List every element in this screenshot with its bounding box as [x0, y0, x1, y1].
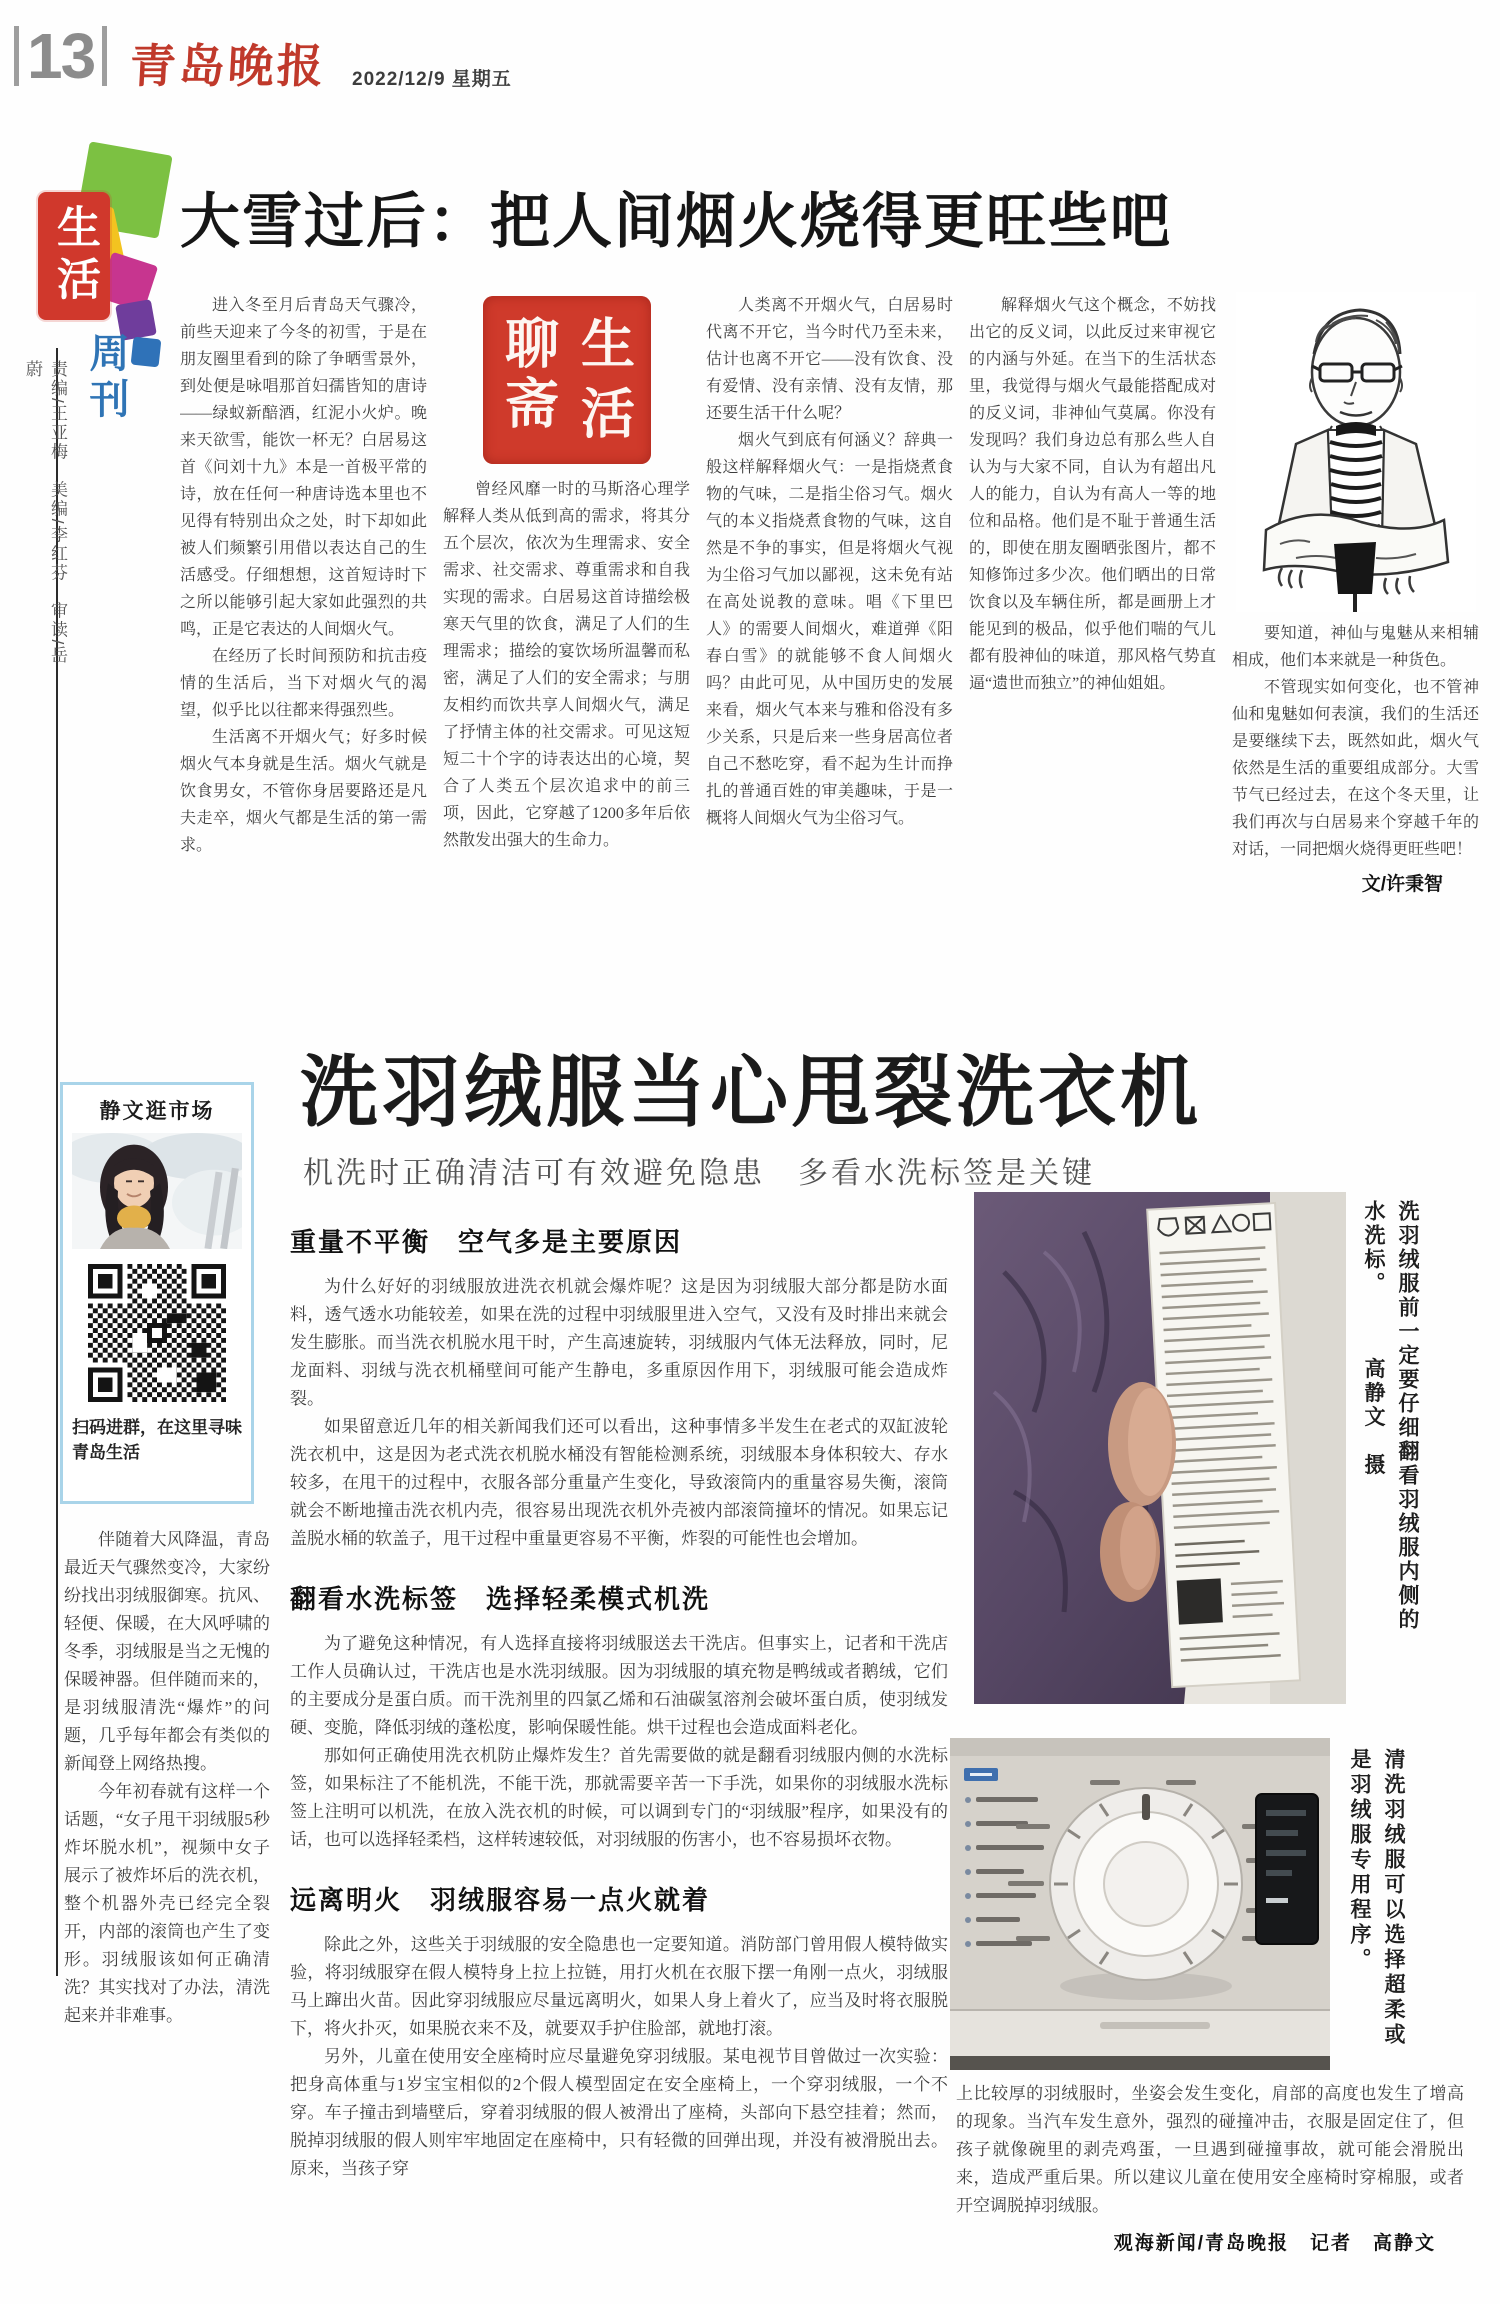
article2-subtitle: 机洗时正确清洁可有效避免隐患 多看水洗标签是关键: [303, 1157, 1095, 1190]
header-bar-right: [102, 26, 107, 86]
sidebar-box-title: 静文逛市场: [99, 1100, 215, 1123]
author-sketch-portrait: [1236, 292, 1476, 612]
section2-heading: 翻看水洗标签 选择轻柔模式机洗: [290, 1584, 711, 1614]
section3-heading: 远离明火 羽绒服容易一点火就着: [290, 1885, 711, 1915]
qr-caption: 扫码进群，在这里寻味青岛生活: [72, 1418, 242, 1462]
article2-title: 洗羽绒服当心甩裂洗衣机: [300, 1048, 1203, 1136]
article1-title: 大雪过后：把人间烟火烧得更旺些吧: [180, 188, 1172, 255]
article1-column-3: 人类离不开烟火气，白居易时代离不开它，当今时代乃至未来，估计也离不开它——没有饮食、没有爱情、没有亲情、没有友情，那还要生活干什么呢？ 烟火气到底有何涵义？辞典一般这样解释烟火气：一是指烧煮食物的气味，二是指尘俗习气。烟火气的本义指烧煮食物的气味，这自然是不争的事实，但是将烟火气视为尘俗习气加以鄙视，这未免有站在高处说教的意味。唱《下里巴人》的需要人间烟火，难道弹《阳春白雪》的就能够不食人间烟火吗？由此可见，从中国历史的发展来看，烟火气本来与雅和俗没有多少关系，只是后来一些身居高位者自己不愁吃穿，看不起为生计而挣扎的普通百姓的审美趣味，于是一概将人间烟火气为尘俗习气。: [706, 297, 953, 827]
header-bar-left: [14, 26, 19, 86]
editors-credits: 责编/王亚梅 美编/李红芬 审读/岳蔚: [23, 360, 67, 666]
care-label-caption: 洗羽绒服前一定要仔细翻看羽绒服内侧的水洗标。 高静文 摄: [1362, 1200, 1419, 1632]
article1-column-2: [443, 292, 690, 980]
calligraphy-seal: [483, 296, 651, 464]
article1-column-5: [1232, 292, 1479, 980]
article2-intro-column: 伴随着大风降温，青岛最近天气骤然变冷，大家纷纷找出羽绒服御寒。抗风、轻便、保暖，在大风呼啸的冬季，羽绒服是当之无愧的保暖神器。但伴随而来的，是羽绒服清洗“爆炸”的问题，几乎每年都会有类似的新闻登上网络热搜。 今年初春就有这样一个话题，“女子甩干羽绒服5秒炸坏脱水机”，视频中女子展示了被炸坏后的洗衣机，整个机器外壳已经完全裂开，内部的滚筒也产生了变形。羽绒服该如何正确清洗？其实找对了办法，清洗起来并非难事。: [64, 1530, 270, 2025]
section1-body: 为什么好好的羽绒服放进洗衣机就会爆炸呢？这是因为羽绒服大部分都是防水面料，透气透水功能较差，如果在洗的过程中羽绒服里进入空气，又没有及时排出来就会发生膨胀。而当洗衣机脱水甩干时，产生高速旋转，羽绒服内气体无法释放，同时，尼龙面料、羽绒与洗衣机桶壁间可能产生静电，多重原因作用下，羽绒服可能会造成炸裂。 如果留意近几年的相关新闻我们还可以看出，这种事情多半发生在老式的双缸波轮洗衣机中，这是因为老式洗衣机脱水桶没有智能检测系统，羽绒服本身体积较大、存水较多，在甩干的过程中，衣服各部分重量产生变化，导致滚筒内的重量容易失衡，滚筒就会不断地撞击洗衣机内壳，很容易出现洗衣机外壳被内部滚筒撞坏的情况。如果忘记盖脱水桶的软盖子，甩干过程中重量更容易不平衡，炸裂的可能性也会增加。: [290, 1277, 948, 1548]
seal-text: 生活聊斋: [496, 315, 637, 445]
article2-continuation: [956, 2080, 1464, 2258]
date-line: 2022/12/9 星期五: [352, 69, 512, 90]
qr-code: [83, 1259, 231, 1407]
page-number: 13: [27, 20, 95, 92]
article1-column-4: 解释烟火气这个概念，不妨找出它的反义词，以此反过来审视它的内涵与外延。在当下的生活状态里，我觉得与烟火气最能搭配成对的反义词，非神仙气莫属。你没有发现吗？我们身边总有那么些人自认为与大家不同，自认为有超出凡人的能力，自认为有高人一等的地位和品格。他们是不耻于普通生活的，即使在朋友圈晒张图片，都不知修饰过多少次。他们晒出的日常饮食以及车辆住所，都是画册上才能见到的极品，似乎他们喘的气儿都有股神仙的味道，那风格气势直逼“遗世而独立”的神仙姐姐。: [969, 297, 1216, 692]
qr-sidebar-box: [60, 1082, 254, 1504]
washer-dial-photo: [950, 1738, 1330, 2070]
article1-body: [180, 292, 1482, 980]
section1-heading: 重量不平衡 空气多是主要原因: [290, 1227, 683, 1257]
article1-column-5-text: 要知道，神仙与鬼魅从来相辅相成，他们本来就是一种货色。 不管现实如何变化，也不管神仙和鬼魅如何表演，我们的生活还是要继续下去，既然如此，烟火气依然是生活的重要组成部分。大雪节气已经过去，在这个冬天里，让我们再次与白居易来个穿越千年的对话，一同把烟火烧得更旺些吧！: [1232, 625, 1479, 858]
section3-body: 除此之外，这些关于羽绒服的安全隐患也一定要知道。消防部门曾用假人模特做实验，将羽绒服穿在假人模特身上拉上拉链，用打火机在衣服下摆一角刚一点火，羽绒服马上蹿出火苗。因此穿羽绒服应尽量远离明火，如果人身上着火了，应当及时将衣服脱下，将火扑灭，如果脱衣来不及，就要双手护住脸部，就地打滚。 另外，儿童在使用安全座椅时应尽量避免穿羽绒服。某电视节目曾做过一次实验：把身高体重与1岁宝宝相似的2个假人模型固定在安全座椅上，一个穿羽绒服，一个不穿。车子撞击到墙壁后，穿着羽绒服的假人被滑出了座椅，头部向下悬空挂着；然而，脱掉羽绒服的假人则牢牢地固定在座椅中，只有轻微的回弹出现，并没有被滑脱出去。原来，当孩子穿: [290, 1935, 948, 2178]
life-stamp-text: 生活: [49, 204, 100, 308]
reporter-credit: 观海新闻/青岛晚报 记者 高静文: [1113, 2233, 1436, 2254]
logo-block-blue: [131, 337, 162, 368]
article1-column-1: 进入冬至月后青岛天气骤冷，前些天迎来了今冬的初雪，于是在朋友圈里看到的除了争晒雪景外，到处便是咏唱那首妇孺皆知的唐诗——绿蚁新醅酒，红泥小火炉。晚来天欲雪，能饮一杯无？白居易这首《问刘十九》本是一首极平常的诗，放在任何一种唐诗选本里也不见得有特别出众之处，时下却如此被人们频繁引用借以表达自己的生活感受。仔细想想，这首短诗时下之所以能够引起大家如此强烈的共鸣，正是它表达的人间烟火气。 在经历了长时间预防和抗击疫情的生活后，当下对烟火气的渴望，似乎比以往都来得强烈些。 生活离不开烟火气；好多时候烟火气本身就是生活。烟火气就是饮食男女，不管你身居要路还是凡夫走卒，烟火气都是生活的第一需求。: [180, 297, 427, 854]
weekly-label: 周刊: [84, 332, 128, 424]
continuation-text: 上比较厚的羽绒服时，坐姿会发生变化，肩部的高度也发生了增高的现象。当汽车发生意外，强烈的碰撞冲击，衣服是固定住了，但孩子就像碗里的剥壳鸡蛋，一旦遇到碰撞事故，就可能会滑脱出来，造成严重后果。所以建议儿童在使用安全座椅时穿棉服，或者开空调脱掉羽绒服。: [956, 2084, 1464, 2215]
washer-photo-caption: 清洗羽绒服可以选择超柔或是羽绒服专用程序。: [1348, 1748, 1405, 2048]
article2-main-column: [290, 1222, 948, 2302]
life-stamp: [38, 192, 110, 320]
care-label-photo: [974, 1192, 1346, 1704]
page-header: [14, 20, 107, 92]
section2-body: 为了避免这种情况，有人选择直接将羽绒服送去干洗店。但事实上，记者和干洗店工作人员确认过，干洗店也是水洗羽绒服。因为羽绒服的填充物是鸭绒或者鹅绒，它们的主要成分是蛋白质。而干洗剂里的四氯乙烯和石油碳氢溶剂会破坏蛋白质，使羽绒发硬、变脆，降低羽绒的蓬松度，影响保暖性能。烘干过程也会造成面料老化。 那如何正确使用洗衣机防止爆炸发生？首先需要做的就是翻看羽绒服内侧的水洗标签，如果标注了不能机洗，不能干洗，那就需要辛苦一下手洗，如果你的羽绒服水洗标签上注明可以机洗，在放入洗衣机的时候，可以调到专门的“羽绒服”程序，如果没有的话，也可以选择轻柔档，这样转速较低，对羽绒服的伤害小，也不容易损坏衣物。: [290, 1634, 948, 1849]
article1-column-2-text: 曾经风靡一时的马斯洛心理学解释人类从低到高的需求，将其分五个层次，依次为生理需求、安全需求、社交需求、尊重需求和自我实现的需求。白居易这首诗描绘极寒天气里的饮食，满足了人们的生理需求；描绘的宴饮场所温馨而私密，满足了人们的安全需求；与朋友相约而饮共享人间烟火气，满足了抒情主体的社交需求。可见这短短二十个字的诗表达出的心境，契合了人类五个层次追求中的前三项，因此，它穿越了1200多年后依然散发出强大的生命力。: [443, 481, 690, 849]
columnist-photo: [72, 1133, 242, 1249]
article1-byline: 文/许秉智: [1361, 874, 1443, 895]
newspaper-masthead: 青岛晚报: [128, 39, 328, 93]
